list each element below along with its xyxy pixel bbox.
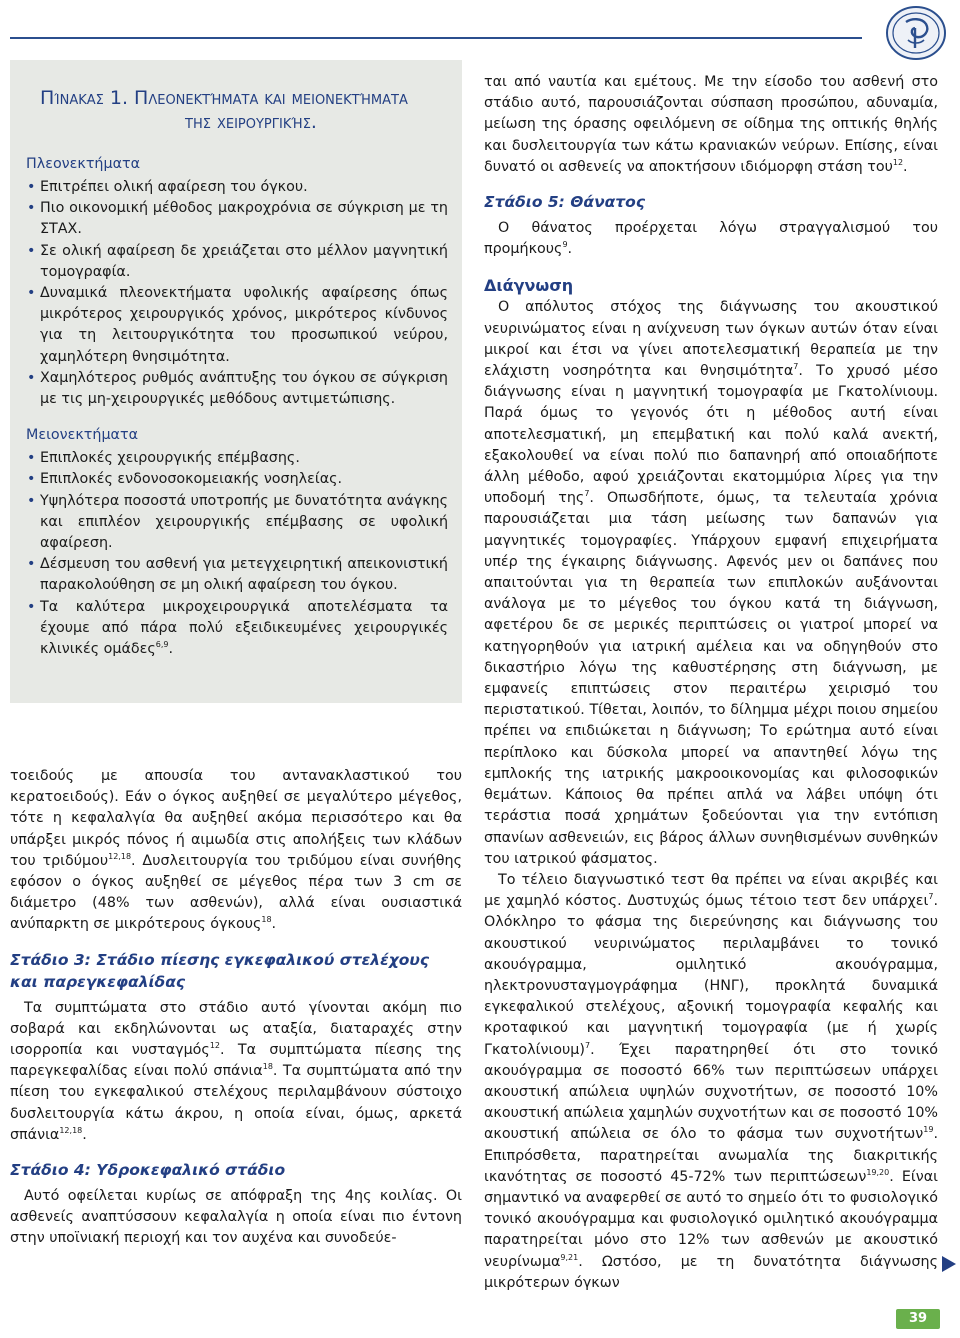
section-heading-diagnosis: Διάγνωση (484, 276, 574, 296)
citation: 18 (261, 915, 272, 925)
list-item: • Χαμηλότερος ρυθμός ανάπτυξης του όγκου σε σύγκριση με τις μη-χειρουργικές μεθόδους αντιμετώπισης. (26, 368, 448, 410)
list-item: • Τα καλύτερα μικροχειρουργικά αποτελέσματα τα έχουμε από πάρα πολύ εξειδικευμένες χειρουργικές κλινικές ομάδες$^{6,9}$. (26, 597, 448, 661)
body-paragraph: Αυτό οφείλεται κυρίως σε απόφραξη της 4ης κοιλίας. Οι ασθενείς αναπτύσσουν κεφαλαλγία η οποία είναι πιο έντονη στην υποϊνιακή περιοχή και τον αυχένα και συνοδεύε- (10, 1188, 462, 1247)
advantages-heading: Πλεονεκτήματα (26, 156, 141, 172)
advantages-list (26, 177, 448, 410)
body-paragraph: ται από ναυτία και εμέτους. Με την είσοδο του ασθενή στο στάδιο αυτό, παρουσιάζονται σύσπαση προσώπου, αδυναμία, μείωση της όρασης οφειλόμενη σε οίδημα της οπτικής θηλής και δυσλειτουργία των κάτω κρανιακών νεύρων. Επίσης, είναι δυνατό οι ασθενείς να αποκτήσουν ιδιόμορφη στάση του$^{12}$. (484, 74, 938, 175)
list-item: • Υψηλότερα ποσοστά υποτροπής με δυνατότητα ανάγκης και επιπλέον χειρουργικής επέμβασης σε υφολική αφαίρεση. (26, 491, 448, 555)
list-item: • Επιπλοκές ενδονοσοκομειακής νοσηλείας. (26, 469, 448, 490)
citation: 7 (584, 489, 590, 499)
body-paragraph: τοειδούς με απουσία του αντανακλαστικού του κερατοειδούς). Εάν ο όγκος αυξηθεί σε μεγαλύτερο μέγεθος, τότε η κεφαλαλγία θα αυξηθεί ακόμα περισσότερο και θα υπάρξει μικρός πόνος ή αιμωδία στις απολήξεις των κλάδων του τριδύμου$^{12,18}$. Δυσλειτουργία του τριδύμου είναι συνήθης εφόσον ο όγκος αυξηθεί σε μέγεθος πέρα των 3 cm σε διάμετρο (48% των ασθενών), αλλά είναι ουσιαστικά ανύπαρκτη σε μικρότερους όγκους$^{18}$. (10, 768, 462, 933)
disadvantages-list (26, 448, 448, 660)
section-heading-stage4: Στάδιο 4: Υδροκεφαλικό στάδιο (10, 1161, 286, 1180)
list-item: • Επιτρέπει ολική αφαίρεση του όγκου. (26, 177, 448, 198)
table-box (10, 60, 462, 703)
page-number: 39 (896, 1309, 940, 1329)
citation: 7 (585, 1040, 591, 1050)
citation: 12,18 (108, 851, 132, 861)
citation: 9 (562, 240, 568, 250)
left-column (10, 60, 462, 1250)
citation: 18 (262, 1062, 273, 1072)
table-title (26, 86, 448, 134)
citation: 12 (209, 1041, 221, 1051)
continue-arrow-icon (942, 1256, 956, 1272)
table-title-line1: Πίνακας 1. Πλεονεκτήματα και μειονεκτήματα (40, 87, 408, 109)
body-paragraph: Το τέλειο διαγνωστικό τεστ θα πρέπει να είναι ακριβές και με χαμηλό κόστος. Δυστυχώς όμως τέτοιο τεστ δεν υπάρχει$^7$. Ολόκληρο το φάσμα της διερεύνησης και διάγνωσης του ακουστικού νευρινώματος περιλαμβάνει το τονικό ακουόγραμμα, ομιλητικό ακουόγραμμα, ηλεκτρονυσταγμογράφημα (ΗΝΓ), προκλητά δυναμικά εγκεφαλικού στελέχους, αξονική τομογραφία κεφαλής και κροταφικού και μαγνητική τομογραφία (με ή χωρίς Γκατολίνιουμ)$^7$. Έχει παρατηρηθεί ότι στο τονικό ακουόγραμμα σε ποσοστό 66% των περιπτώσεων υπάρχει ακουστική απώλεια υψηλών συχνοτήτων, σε ποσοστό 10% ακουστική απώλεια χαμηλών συχνοτήτων και σε ποσοστό 10% ακουστική απώλεια σε όλο το φάσμα των συχνοτήτων$^{19}$. Επιπρόσθετα, παρατηρείται ανωμαλία της διακριτικής ικανότητας σε ποσοστό 45-72% των περιπτώσεων$^{19,20}$. Είναι σημαντικό να αναφερθεί σε αυτό το σημείο ότι το φυσιολογικό τονικό ακουόγραμμα και φυσιολογικό ομιλητικό ακουόγραμμα παρατηρείται μόνο στο 12% των ασθενών με ακουστικό νευρίνωμα$^{9,21}$. Ωστόσο, με τη δυνατότητα διάγνωσης μικρότερων όγκων (484, 871, 938, 1291)
header-rule (10, 37, 862, 39)
citation: 12,18 (59, 1125, 83, 1135)
disadvantages-heading: Μειονεκτήματα (26, 427, 139, 444)
citation: 7 (793, 362, 799, 372)
citation: 9,21 (560, 1252, 579, 1262)
body-paragraph: Τα συμπτώματα στο στάδιο αυτό γίνονται ακόμη πιο σοβαρά και εκδηλώνονται ως αταξία, διαταραχές στην ισορροπία και νυσταγμός$^{12}$. Τα συμπτώματα πίεσης της παρεγκεφαλίδας είναι πολύ σπάνια$^{18}$. Τα συμπτώματα από την πίεση του εγκεφαλικού στελέχους περιλαμβάνουν σύστοιχο δυσλειτουργία κάτω άκρου, η οποία είναι, όμως, αρκετά σπάνια$^{12,18}$. (10, 999, 462, 1143)
list-item: • Σε ολική αφαίρεση δε χρειάζεται στο μέλλον μαγνητική τομογραφία. (26, 241, 448, 283)
list-item: • Πιο οικονομική μέθοδος μακροχρόνια σε σύγκριση με τη ΣΤΑΧ. (26, 198, 448, 240)
table-title-line2: της χειρουργικής. (185, 111, 317, 133)
section-heading-stage5: Στάδιο 5: Θάνατος (484, 193, 646, 212)
citation: 19 (923, 1125, 934, 1135)
section-heading-stage3: Στάδιο 3: Στάδιο πίεσης εγκεφαλικού στελέχους και παρεγκεφαλίδας (10, 950, 430, 991)
right-column (484, 72, 938, 1294)
citation: 7 (928, 892, 934, 902)
body-paragraph: Ο απόλυτος στόχος της διάγνωσης του ακουστικού νευρινώματος είναι η ανίχνευση των όγκων αυτών όταν είναι μικροί και έτσι να γίνει αποτελεσματική θεραπεία με την ελάχιστη νοσηρότητα και θνησιμότητα$^7$. Το χρυσό μέσο διάγνωσης είναι η μαγνητική τομογραφία με Γκατολίνιουμ. Παρά όμως το γεγονός ότι η μέθοδος αυτή είναι αποτελεσματική, μη επεμβατική και πολύ καλά ανεκτή, εξακολουθεί να είναι πολύ πιο δαπανηρή από οποιαδήποτε άλλη μέθοδο, αφού χρειάζονται εκατομμύρια λίρες για την υποδομή της$^7$. Οπωσδήποτε, όμως, τα τελευταία χρόνια παρουσιάζεται μια τάση μείωσης των δαπανών για μαγνητικές τομογραφίες. Υπάρχουν εμφανή επιχειρήματα υπέρ της έγκαιρης διάγνωσης. Αφενός μεν οι δαπάνες που απαιτούνται για τη θεραπεία των επιπλοκών αυξάνονται ανάλογα με το μέγεθος του όγκου κατά τη διάγνωση, αφετέρου δε σε μερικές περιπτώσεις οι γιατροί μπορεί να κατηγορηθούν για ιατρική αμέλεια και να οδηγηθούν στο δικαστήριο λόγω της καθυστέρησης στη διάγνωση, με εμφανείς επιπτώσεις στον περαιτέρω χειρισμό του περιστατικού. Τίθεται, λοιπόν, το δίλημμα μέχρι ποιου σημείου πρέπει να επιδιώκεται η διάγνωση; Το ερώτημα αυτό είναι περίπλοκο και δύσκολα μπορεί να απαντηθεί λόγω της εμπλοκής της ιατρικής μακροοικονομίας και φιλοσοφικών θεμάτων. Κάποιος θα πρέπει απλά να λάβει υπόψη ότι τεράστια ποσά χρημάτων ξοδεύονται για την εντόπιση σπανίων ασθενειών, εις βάρος άλλων συνηθισμένων συνθηκών του ιατρικού φάσματος. (484, 299, 939, 867)
list-item: • Επιπλοκές χειρουργικής επέμβασης. (26, 448, 448, 469)
body-paragraph: Ο θάνατος προέρχεται λόγω στραγγαλισμού του προμήκους$^9$. (484, 220, 938, 258)
citation: 19,20 (866, 1167, 890, 1177)
list-item: • Δέσμευση του ασθενή για μετεγχειρητική απεικονιστική παρακολούθηση σε μη ολική αφαίρεση του όγκου. (26, 554, 448, 596)
society-emblem-icon (884, 4, 948, 62)
list-item: • Δυναμικά πλεονεκτήματα υφολικής αφαίρεσης όπως μικρότερος χειρουργικός χρόνος, μικρότερος κίνδυνος για τη λειτουργικότητα του προσωπικού νεύρου, χαμηλότερη θνησιμότητα. (26, 283, 448, 368)
citation: 12 (892, 157, 904, 167)
citation: 6,9 (155, 640, 169, 650)
